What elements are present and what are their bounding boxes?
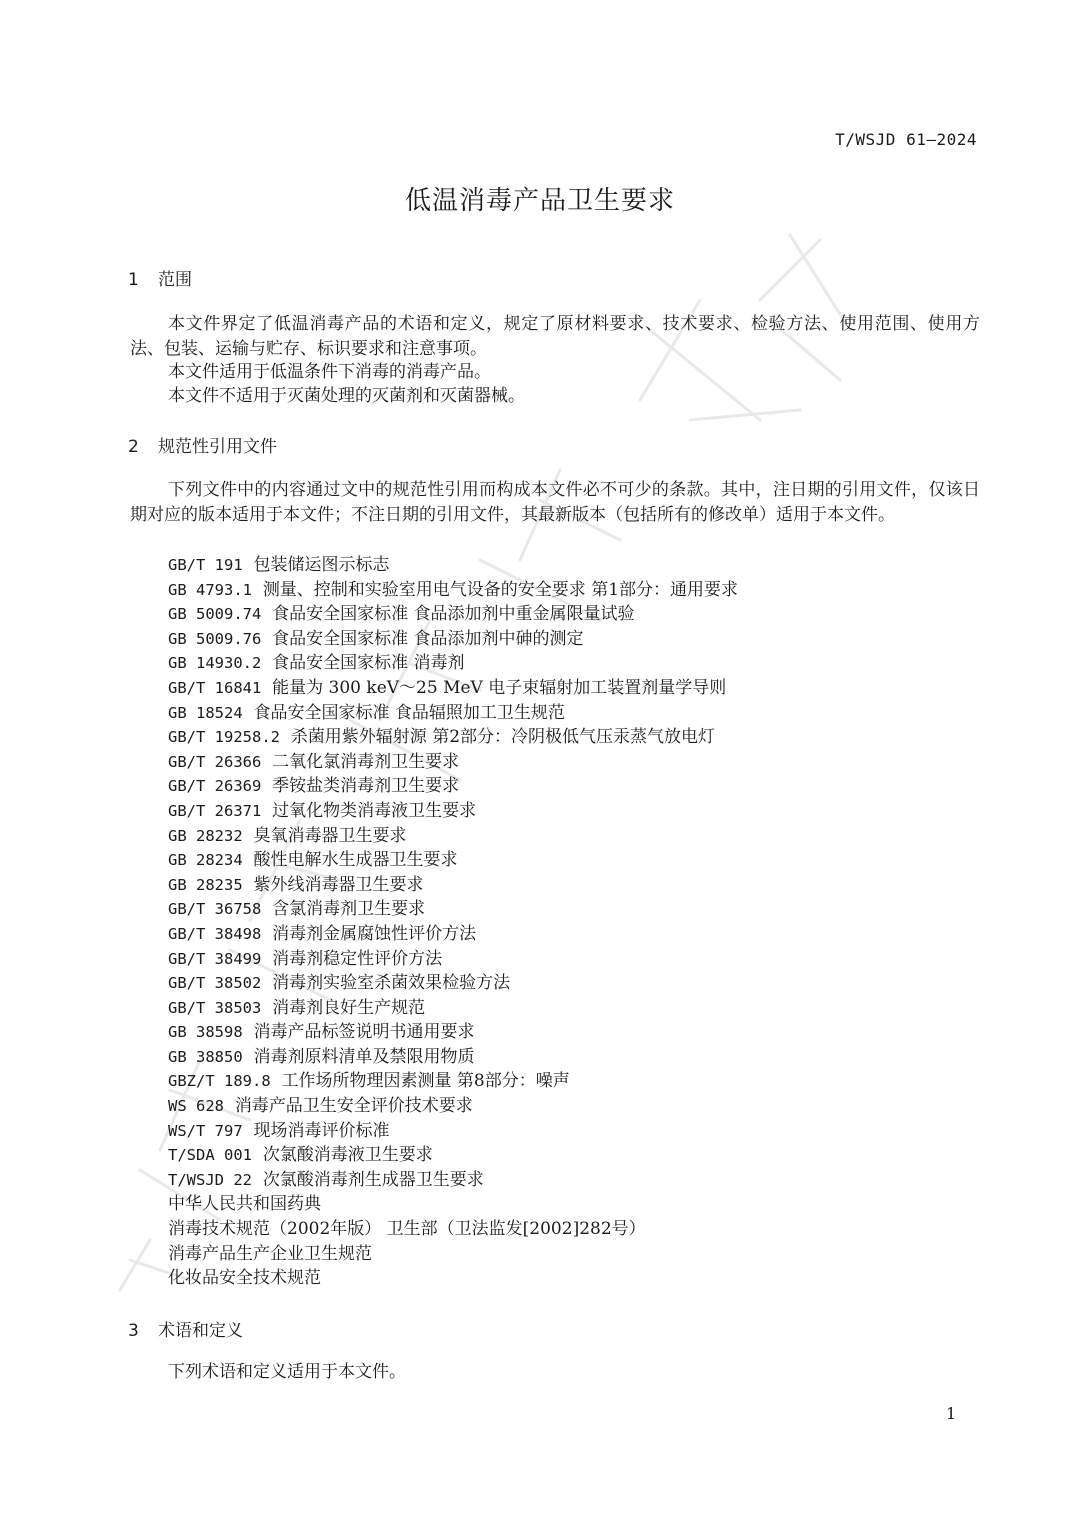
reference-code: GB/T 36758 — [168, 900, 262, 919]
reference-item — [168, 774, 738, 799]
reference-item — [168, 553, 738, 578]
reference-title: 消毒产品卫生安全评价技术要求 — [234, 1096, 473, 1117]
reference-item — [168, 1119, 738, 1144]
reference-title: 消毒剂金属腐蚀性评价方法 — [272, 923, 477, 944]
reference-item — [168, 873, 738, 898]
reference-code: GB 38598 — [168, 1023, 243, 1042]
reference-code: GB 5009.74 — [168, 605, 262, 624]
reference-code: GB/T 26369 — [168, 777, 262, 796]
terms-intro-paragraph: 下列术语和定义适用于本文件。 — [168, 1362, 406, 1382]
reference-title: 次氯酸消毒液卫生要求 — [262, 1145, 433, 1166]
reference-code: GB 28232 — [168, 826, 243, 845]
scope-paragraph-2: 本文件适用于低温条件下消毒的消毒产品。 — [168, 362, 491, 382]
reference-code: GB 14930.2 — [168, 654, 262, 673]
reference-code: GB/T 38499 — [168, 949, 262, 968]
reference-code: T/WSJD 22 — [168, 1170, 252, 1189]
reference-title: 紫外线消毒器卫生要求 — [253, 874, 424, 895]
reference-title: 消毒剂良好生产规范 — [272, 997, 426, 1018]
reference-item — [168, 1094, 738, 1119]
section-title: 术语和定义 — [158, 1321, 243, 1341]
reference-title: 中华人民共和国药典 — [168, 1194, 321, 1215]
reference-title: 食品安全国家标准 消毒剂 — [272, 653, 465, 674]
reference-title: 消毒剂原料清单及禁限用物质 — [253, 1046, 475, 1067]
reference-list — [168, 553, 738, 1291]
reference-title: 次氯酸消毒剂生成器卫生要求 — [262, 1169, 484, 1190]
reference-item — [168, 1266, 738, 1291]
reference-title: 消毒技术规范（2002年版） 卫生部（卫法监发[2002]282号） — [168, 1219, 646, 1240]
reference-code: GB/T 38503 — [168, 998, 262, 1017]
section-title: 规范性引用文件 — [158, 437, 277, 457]
reference-title: 消毒产品生产企业卫生规范 — [168, 1243, 372, 1264]
reference-code: GB/T 191 — [168, 556, 243, 574]
reference-item — [168, 578, 738, 603]
reference-title: 二氧化氯消毒剂卫生要求 — [272, 751, 460, 772]
reference-title: 含氯消毒剂卫生要求 — [272, 899, 426, 920]
reference-code: WS 628 — [168, 1097, 224, 1116]
reference-item — [168, 1242, 738, 1267]
reference-item — [168, 1192, 738, 1217]
reference-code: GB/T 38502 — [168, 974, 262, 993]
section-number: 1 — [128, 270, 139, 290]
reference-title: 消毒剂稳定性评价方法 — [272, 948, 443, 969]
section-heading-references — [128, 432, 277, 457]
reference-code: GB/T 38498 — [168, 924, 262, 943]
reference-title: 食品安全国家标准 食品辐照加工卫生规范 — [253, 702, 565, 723]
reference-title: 工作场所物理因素测量 第8部分：噪声 — [281, 1071, 570, 1092]
reference-code: GBZ/T 189.8 — [168, 1072, 271, 1091]
reference-item — [168, 1045, 738, 1070]
reference-title: 食品安全国家标准 食品添加剂中砷的测定 — [272, 628, 584, 649]
reference-item — [168, 799, 738, 824]
reference-item — [168, 1143, 738, 1168]
reference-item — [168, 897, 738, 922]
reference-code: GB 5009.76 — [168, 629, 262, 648]
reference-item — [168, 1217, 738, 1242]
reference-title: 过氧化物类消毒液卫生要求 — [272, 800, 477, 821]
reference-code: GB/T 26366 — [168, 752, 262, 771]
reference-title: 季铵盐类消毒剂卫生要求 — [272, 776, 460, 797]
reference-item — [168, 848, 738, 873]
reference-title: 食品安全国家标准 食品添加剂中重金属限量试验 — [272, 604, 635, 625]
reference-item — [168, 725, 738, 750]
reference-title: 杀菌用紫外辐射源 第2部分：冷阴极低气压汞蒸气放电灯 — [290, 727, 716, 748]
reference-title: 能量为 300 keV～25 MeV 电子束辐射加工装置剂量学导则 — [272, 677, 727, 698]
scope-paragraph-3: 本文件不适用于灭菌处理的灭菌剂和灭菌器械。 — [168, 386, 525, 406]
reference-item — [168, 750, 738, 775]
reference-title: 臭氧消毒器卫生要求 — [253, 825, 407, 846]
reference-item — [168, 971, 738, 996]
reference-code: GB 28234 — [168, 851, 243, 870]
reference-code: GB 18524 — [168, 703, 243, 722]
reference-title: 化妆品安全技术规范 — [168, 1268, 321, 1289]
section-title: 范围 — [158, 270, 192, 290]
reference-item — [168, 1020, 738, 1045]
reference-code: T/SDA 001 — [168, 1146, 252, 1165]
reference-code: GB/T 26371 — [168, 801, 262, 820]
reference-item — [168, 602, 738, 627]
section-heading-terms — [128, 1316, 243, 1341]
reference-title: 包装储运图示标志 — [253, 555, 390, 575]
reference-code: GB 28235 — [168, 875, 243, 894]
reference-item — [168, 651, 738, 676]
reference-title: 测量、控制和实验室用电气设备的安全要求 第1部分：通用要求 — [262, 579, 739, 600]
reference-item — [168, 701, 738, 726]
reference-title: 消毒剂实验室杀菌效果检验方法 — [272, 973, 511, 994]
section-number: 2 — [128, 437, 139, 457]
reference-item — [168, 676, 738, 701]
page-number: 1 — [946, 1404, 957, 1423]
document-title: 低温消毒产品卫生要求 — [404, 186, 675, 216]
reference-item — [168, 947, 738, 972]
reference-item — [168, 627, 738, 652]
reference-title: 现场消毒评价标准 — [253, 1120, 390, 1141]
section-number: 3 — [128, 1321, 139, 1341]
reference-item — [168, 922, 738, 947]
reference-code: GB 4793.1 — [168, 580, 252, 599]
reference-item — [168, 1069, 738, 1094]
reference-code: GB/T 16841 — [168, 678, 262, 697]
reference-item — [168, 824, 738, 849]
reference-item — [168, 996, 738, 1021]
reference-item — [168, 1168, 738, 1193]
section-heading-scope — [128, 265, 192, 290]
reference-title: 消毒产品标签说明书通用要求 — [253, 1022, 475, 1043]
reference-title: 酸性电解水生成器卫生要求 — [253, 850, 458, 871]
references-intro-paragraph: 下列文件中的内容通过文中的规范性引用而构成本文件必不可少的条款。其中，注日期的引用文件，仅该日期对应的版本适用于本文件；不注日期的引用文件，其最新版本（包括所有的修改单）适用于本文件。 — [130, 480, 980, 525]
reference-code: GB/T 19258.2 — [168, 728, 280, 747]
document-code: T/WSJD 61—2024 — [835, 130, 977, 149]
reference-code: WS/T 797 — [168, 1121, 243, 1140]
reference-code: GB 38850 — [168, 1047, 243, 1066]
scope-paragraph-1: 本文件界定了低温消毒产品的术语和定义，规定了原材料要求、技术要求、检验方法、使用范围、使用方法、包装、运输与贮存、标识要求和注意事项。 — [130, 314, 980, 359]
